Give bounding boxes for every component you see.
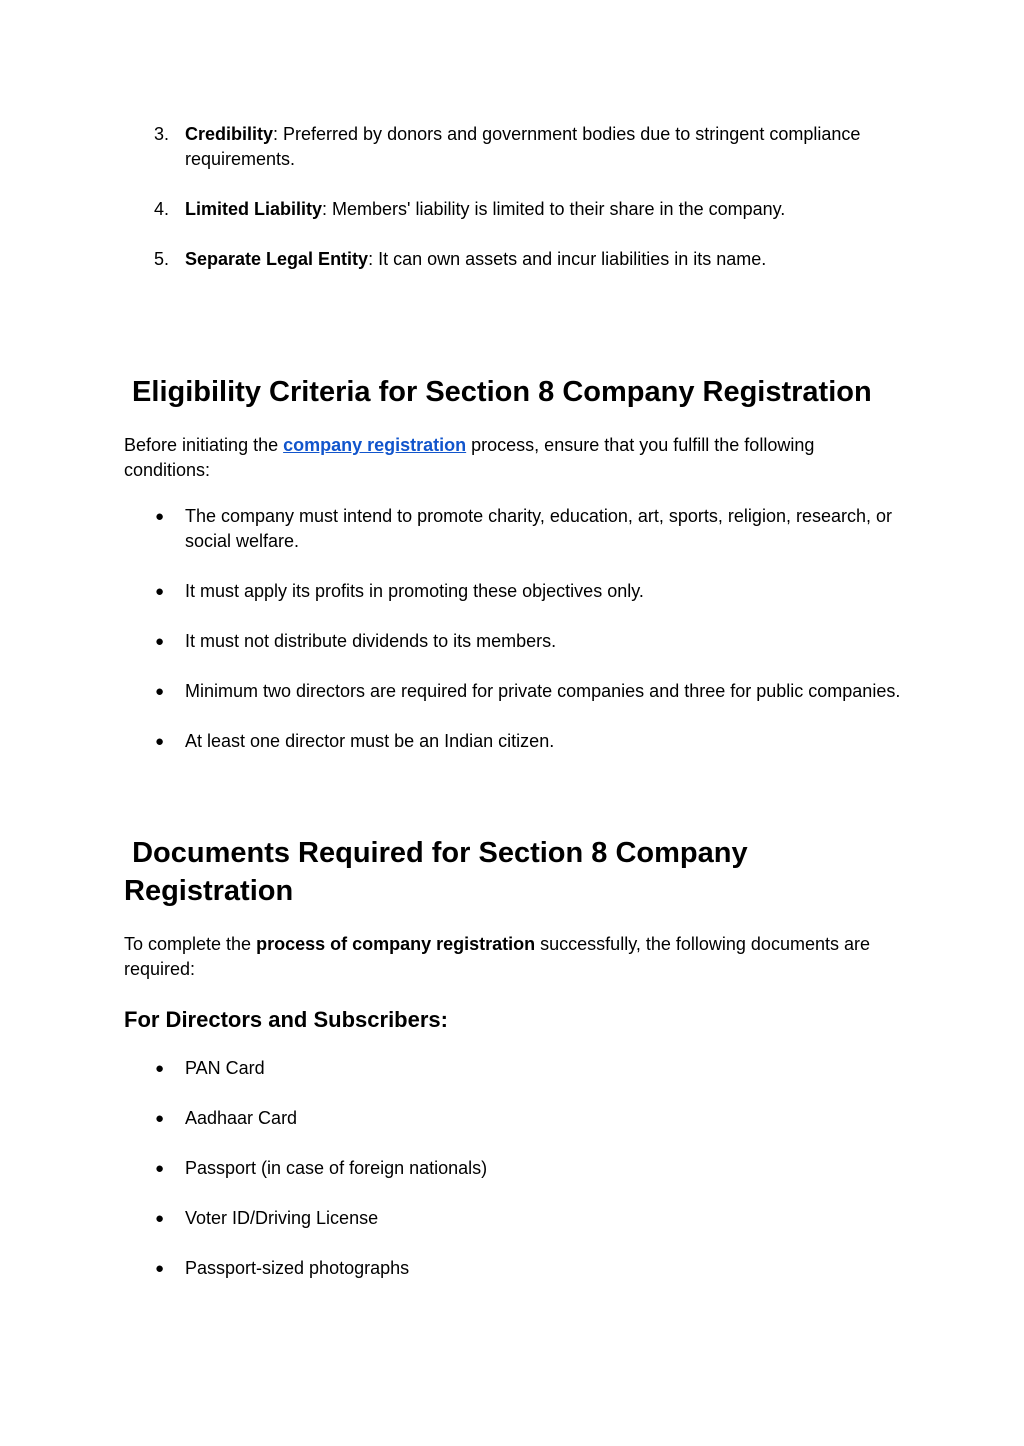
list-item xyxy=(0,1106,1024,1131)
documents-intro-bold: process of company registration xyxy=(256,934,536,954)
bullet-icon: ● xyxy=(155,1260,165,1277)
documents-intro xyxy=(124,932,904,982)
bullet-icon: ● xyxy=(155,583,165,600)
list-item-text: Aadhaar Card xyxy=(185,1108,298,1128)
eligibility-intro xyxy=(124,433,904,483)
eligibility-intro-before: Before initiating the xyxy=(124,435,284,455)
list-item xyxy=(0,729,1024,754)
bullet-icon: ● xyxy=(155,1160,165,1177)
benefit-description: : Preferred by donors and government bodies due to stringent compliance requirements. xyxy=(185,124,861,169)
list-item xyxy=(0,679,1024,704)
list-item xyxy=(0,197,1024,222)
benefit-term: Limited Liability xyxy=(185,199,323,219)
list-item xyxy=(0,504,1024,554)
company-registration-link[interactable]: company registration xyxy=(283,435,467,455)
list-item-text: The company must intend to promote charity, education, art, sports, religion, research, or social welfare. xyxy=(185,506,893,551)
list-item-text: Passport (in case of foreign nationals) xyxy=(185,1158,488,1178)
bullet-icon: ● xyxy=(155,1060,165,1077)
eligibility-list xyxy=(0,504,1024,754)
list-number: 3. xyxy=(154,124,170,144)
list-item-text: Passport-sized photographs xyxy=(185,1258,410,1278)
list-number: 5. xyxy=(154,249,170,269)
directors-subheading: For Directors and Subscribers: xyxy=(124,1007,448,1032)
eligibility-heading: Eligibility Criteria for Section 8 Company Registration xyxy=(124,376,872,408)
list-item-text: At least one director must be an Indian citizen. xyxy=(185,731,555,751)
list-item xyxy=(0,1056,1024,1081)
documents-heading: Documents Required for Section 8 Company Registration xyxy=(124,837,756,907)
documents-list xyxy=(0,1056,1024,1281)
list-number: 4. xyxy=(154,199,170,219)
benefit-term: Credibility xyxy=(185,124,274,144)
list-item xyxy=(0,1156,1024,1181)
eligibility-intro-after: process, ensure that you fulfill the following conditions: xyxy=(124,435,815,480)
list-item xyxy=(0,1206,1024,1231)
list-item-text: It must not distribute dividends to its members. xyxy=(185,631,557,651)
list-item xyxy=(0,1256,1024,1281)
bullet-icon: ● xyxy=(155,508,165,525)
bullet-icon: ● xyxy=(155,1110,165,1127)
list-item-text: It must apply its profits in promoting these objectives only. xyxy=(185,581,644,601)
bullet-icon: ● xyxy=(155,683,165,700)
list-item xyxy=(0,579,1024,604)
list-item xyxy=(0,629,1024,654)
benefit-term: Separate Legal Entity xyxy=(185,249,369,269)
list-item-text: Minimum two directors are required for private companies and three for public companies. xyxy=(185,681,901,701)
bullet-icon: ● xyxy=(155,633,165,650)
benefit-description: : Members' liability is limited to their share in the company. xyxy=(322,199,786,219)
bullet-icon: ● xyxy=(155,733,165,750)
list-item xyxy=(0,247,1024,272)
list-item-text: PAN Card xyxy=(185,1058,265,1078)
bullet-icon: ● xyxy=(155,1210,165,1227)
benefit-description: : It can own assets and incur liabilities in its name. xyxy=(368,249,767,269)
benefits-list xyxy=(0,122,1024,272)
documents-intro-after: successfully, the following documents are required: xyxy=(124,934,870,979)
documents-intro-before: To complete the xyxy=(124,934,257,954)
list-item-text: Voter ID/Driving License xyxy=(185,1208,379,1228)
list-item xyxy=(0,122,1024,172)
